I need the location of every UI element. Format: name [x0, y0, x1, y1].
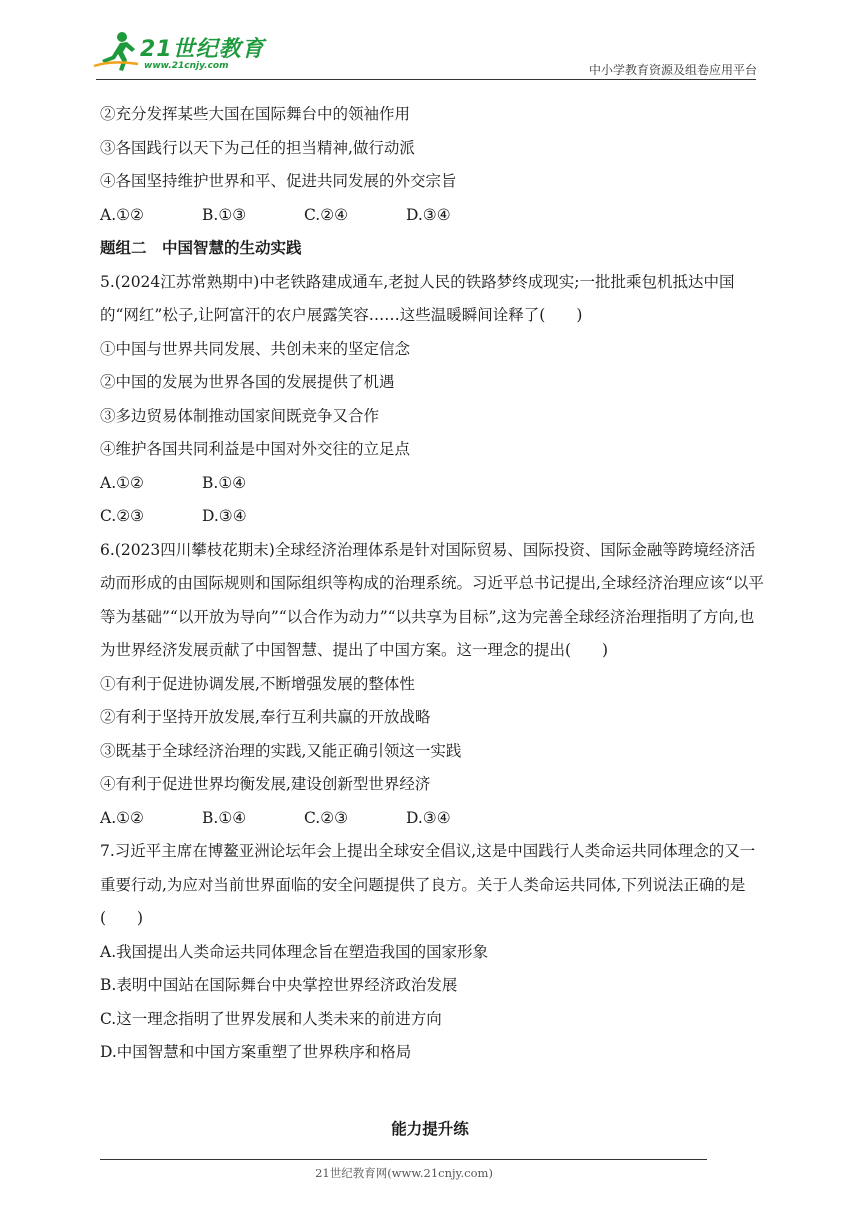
- option: A.①②: [100, 205, 144, 224]
- option: B.①④: [202, 808, 247, 827]
- option: A.①②: [100, 473, 144, 492]
- q4-item: ④各国坚持维护世界和平、促进共同发展的外交宗旨: [100, 172, 457, 190]
- logo-text: 21世纪教育: [140, 37, 265, 62]
- option: D.③④: [406, 205, 451, 224]
- option: D.③④: [202, 507, 247, 525]
- platform-name: 中小学教育资源及组卷应用平台: [588, 63, 757, 77]
- logo: [92, 30, 265, 80]
- header-divider: [96, 79, 756, 80]
- main-content: [100, 98, 765, 1070]
- q5-stem: 5.(2024江苏常熟期中)中老铁路建成通车,老挝人民的铁路梦终成现实;一批批乘包机抵达中国的“网红”松子,让阿富汗的农户展露笑容……这些温暖瞬间诠释了( ): [100, 272, 735, 324]
- q4-item: ③各国践行以天下为己任的担当精神,做行动派: [100, 138, 415, 157]
- q5-item: ②中国的发展为世界各国的发展提供了机遇: [100, 373, 395, 391]
- q6-item: ②有利于坚持开放发展,奉行互利共赢的开放战略: [100, 708, 431, 726]
- section-heading: 能力提升练: [391, 1120, 469, 1138]
- q5-item: ③多边贸易体制推动国家间既竞争又合作: [100, 406, 380, 425]
- q6-options: [100, 802, 765, 836]
- footer-divider: [100, 1159, 707, 1160]
- q6-stem: 6.(2023四川攀枝花期末)全球经济治理体系是针对国际贸易、国际投资、国际金融等跨境经济活动而形成的由国际规则和国际组织等构成的治理系统。习近平总书记提出,全球经济治理应该“以平等为基础”“以开放为导向”“以合作为动力”“以共享为目标”,这为完善全球经济治理指明了方向,也为世界经济发展贡献了中国智慧、提出了中国方案。这一理念的提出( ): [100, 540, 764, 659]
- option: B.①④: [202, 473, 247, 492]
- q7-option: B.表明中国站在国际舞台中央掌控世界经济政治发展: [100, 976, 458, 994]
- q4-item: ②充分发挥某些大国在国际舞台中的领袖作用: [100, 105, 411, 123]
- q7-option: A.我国提出人类命运共同体理念旨在塑造我国的国家形象: [100, 942, 489, 961]
- q5-item: ④维护各国共同利益是中国对外交往的立足点: [100, 440, 411, 458]
- q5-options-row2: [100, 500, 765, 534]
- option: C.②③: [304, 808, 349, 827]
- logo-subtext: www.21cnjy.com: [144, 61, 229, 71]
- q6-item: ③既基于全球经济治理的实践,又能正确引领这一实践: [100, 741, 462, 760]
- q6-item: ④有利于促进世界均衡发展,建设创新型世界经济: [100, 775, 431, 793]
- page-header: [0, 0, 860, 90]
- q7-option: C.这一理念指明了世界发展和人类未来的前进方向: [100, 1009, 442, 1028]
- option: C.②④: [304, 205, 349, 224]
- section-title: 题组二 中国智慧的生动实践: [100, 239, 302, 257]
- footer-text: 21世纪教育网(www.21cnjy.com): [315, 1166, 493, 1180]
- q6-item: ①有利于促进协调发展,不断增强发展的整体性: [100, 674, 415, 693]
- q5-item: ①中国与世界共同发展、共创未来的坚定信念: [100, 339, 411, 358]
- q7-stem: 7.习近平主席在博鳌亚洲论坛年会上提出全球安全倡议,这是中国践行人类命运共同体理念的又一重要行动,为应对当前世界面临的安全问题提供了良方。关于人类命运共同体,下列说法正确的是( ): [100, 842, 756, 927]
- q5-options-row1: [100, 467, 765, 501]
- runner-logo-icon: [92, 30, 140, 74]
- option: D.③④: [406, 808, 451, 827]
- option: C.②③: [100, 507, 145, 525]
- q4-options: [100, 199, 765, 233]
- option: B.①③: [202, 205, 247, 224]
- option: A.①②: [100, 808, 144, 827]
- q7-option: D.中国智慧和中国方案重塑了世界秩序和格局: [100, 1043, 412, 1061]
